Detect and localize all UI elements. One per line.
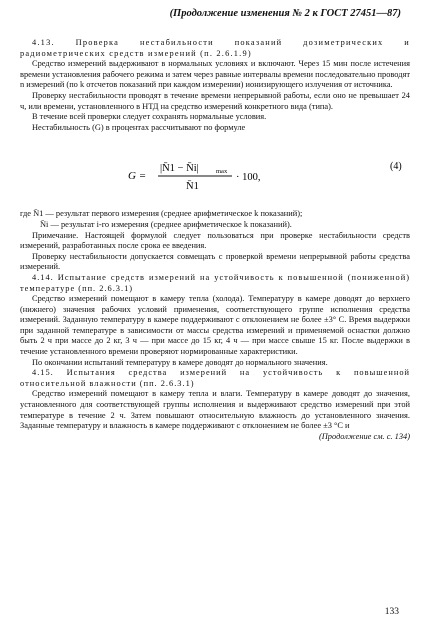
continuation-note: (Продолжение см. с. 134) <box>318 431 410 441</box>
paragraph: Нестабильность (G) в процентах рассчитывают по формуле <box>32 122 246 132</box>
paragraph: Средство измерений помещают в камеру тепла (холода). Температуру в камере доводят до верхнего (нижнего) значения рабочих условий применения, соответствующего группе исполнения средства измерений. Заданную температуру в камере поддерживают с отклонением не более ±3° С. Время выдержки при заданной температуре в зависимости от массы средства измерений и применяемой оснастки должно быть 2 ч при массе до 2 кг, 3 ч — при массе до 15 кг, 4 ч — при массе свыше 15 кг. После выдержки в течение установленного времени проверяют нормированные характеристики. <box>20 294 410 357</box>
formula-sub: max <box>216 168 228 176</box>
note: Примечание. Настоящей формулой следует пользоваться при проверке нестабильности средств измерений, разработанных после срока ее введения. <box>20 230 410 251</box>
formula-numerator: |N̄1 − N̄i| <box>160 163 199 175</box>
formula-rhs: · 100, <box>236 172 261 184</box>
paragraph: В течение всей проверки следует сохранять нормальные условия. <box>32 112 267 122</box>
formula-denominator: N̄1 <box>186 181 199 193</box>
running-header: (Продолжение изменения № 2 к ГОСТ 27451—87) <box>169 8 401 19</box>
paragraph: По окончании испытаний температуру в камере доводят до нормального значения. <box>32 357 328 367</box>
section-4-13-heading: 4.13. Проверка нестабильности показаний дозиметрических и радиометрических средств измерений (п. 2.6.1.9) <box>20 38 410 58</box>
paragraph: Проверку нестабильности допускается совмещать с проверкой времени непрерывной работы средства измерений. <box>20 251 410 272</box>
body-text <box>20 38 410 442</box>
section-4-15-heading: 4.15. Испытания средства измерений на устойчивость к повышенной относительной влажности (пп. 2.6.3.1) <box>20 368 410 388</box>
section-4-14-heading: 4.14. Испытание средств измерений на устойчивость к повышенной (пониженной) температуре (пп. 2.6.3.1) <box>20 272 410 293</box>
where-line: N̄i — результат i-го измерения (среднее арифметическое k показаний). <box>40 219 292 229</box>
paragraph: Средство измерений помещают в камеру тепла и влаги. Температуру в камере доводят до значения, установленного для соответствующей группы исполнения и выдерживают средство измерений при этой температуре в течение 2 ч. Затем повышают относительную влажность до установленного значения. Заданные температуру и влажность в камере поддерживают с отклонением не более ±3 °С и <box>20 389 410 431</box>
where-line: где N̄1 — результат первого измерения (среднее арифметическое k показаний); <box>20 209 303 219</box>
paragraph: Средство измерений выдерживают в нормальных условиях и включают. Через 15 мин после истечения времени установления рабочего режима и затем через равные интервалы времени последовательно проводят n измерений (по k отсчетов показаний при каждом измерении) ионизирующего излучения от источника. <box>20 59 410 90</box>
formula-number: (4) <box>390 161 402 173</box>
paragraph: Проверку нестабильности проводят в течение времени непрерывной работы, если оно не превышает 24 ч, или времени, установленного в НТД на средство измерений конкретного вида (типа). <box>20 90 410 111</box>
formula-block <box>20 133 410 209</box>
formula-svg <box>20 133 410 209</box>
formula-lhs: G = <box>128 170 147 183</box>
page-number: 133 <box>384 607 399 617</box>
